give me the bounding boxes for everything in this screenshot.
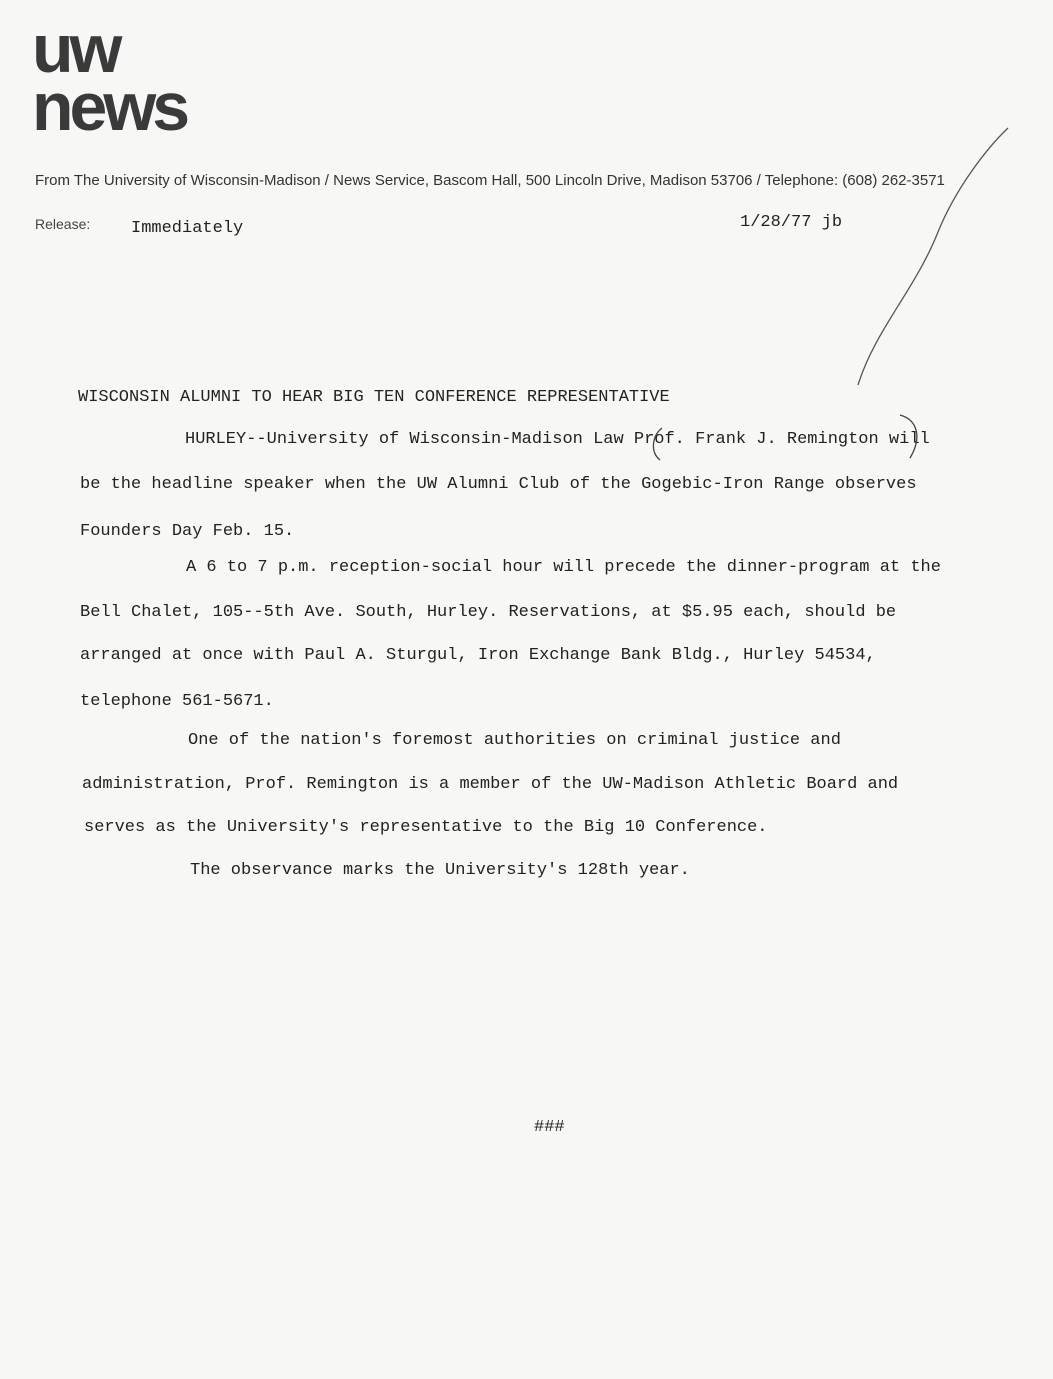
logo-line-news: news <box>32 69 187 145</box>
body-line: administration, Prof. Remington is a member of the UW-Madison Athletic Board and <box>82 775 899 794</box>
pencil-slash-line <box>858 128 1008 385</box>
body-line: arranged at once with Paul A. Sturgul, Iron Exchange Bank Bldg., Hurley 54534, <box>80 646 876 665</box>
uw-news-logo <box>32 11 187 145</box>
body-line: The observance marks the University's 128th year. <box>190 861 690 880</box>
body-line: be the headline speaker when the UW Alumni Club of the Gogebic-Iron Range observes <box>80 475 917 494</box>
release-value: Immediately <box>131 219 244 238</box>
body-line: Bell Chalet, 105--5th Ave. South, Hurley. Reservations, at $5.95 each, should be <box>80 603 897 622</box>
body-line: One of the nation's foremost authorities on criminal justice and <box>188 731 841 750</box>
body-line: Founders Day Feb. 15. <box>80 522 295 541</box>
body-line: HURLEY--University of Wisconsin-Madison Law Prof. Frank J. Remington will <box>185 430 930 449</box>
logo-line-uw: uw <box>32 11 119 87</box>
body-line: serves as the University's representative to the Big 10 Conference. <box>84 818 768 837</box>
release-label: Release: <box>35 216 91 232</box>
body-line: telephone 561-5671. <box>80 692 274 711</box>
body-line: A 6 to 7 p.m. reception-social hour will precede the dinner-program at the <box>186 558 941 577</box>
date-code: 1/28/77 jb <box>740 213 843 232</box>
letterhead-from-line: From The University of Wisconsin-Madison / News Service, Bascom Hall, 500 Lincoln Drive, Madison 53706 / Telephone: (608) 262-3571 <box>35 172 945 189</box>
headline: WISCONSIN ALUMNI TO HEAR BIG TEN CONFERENCE REPRESENTATIVE <box>78 388 670 407</box>
end-mark: ### <box>534 1118 565 1137</box>
